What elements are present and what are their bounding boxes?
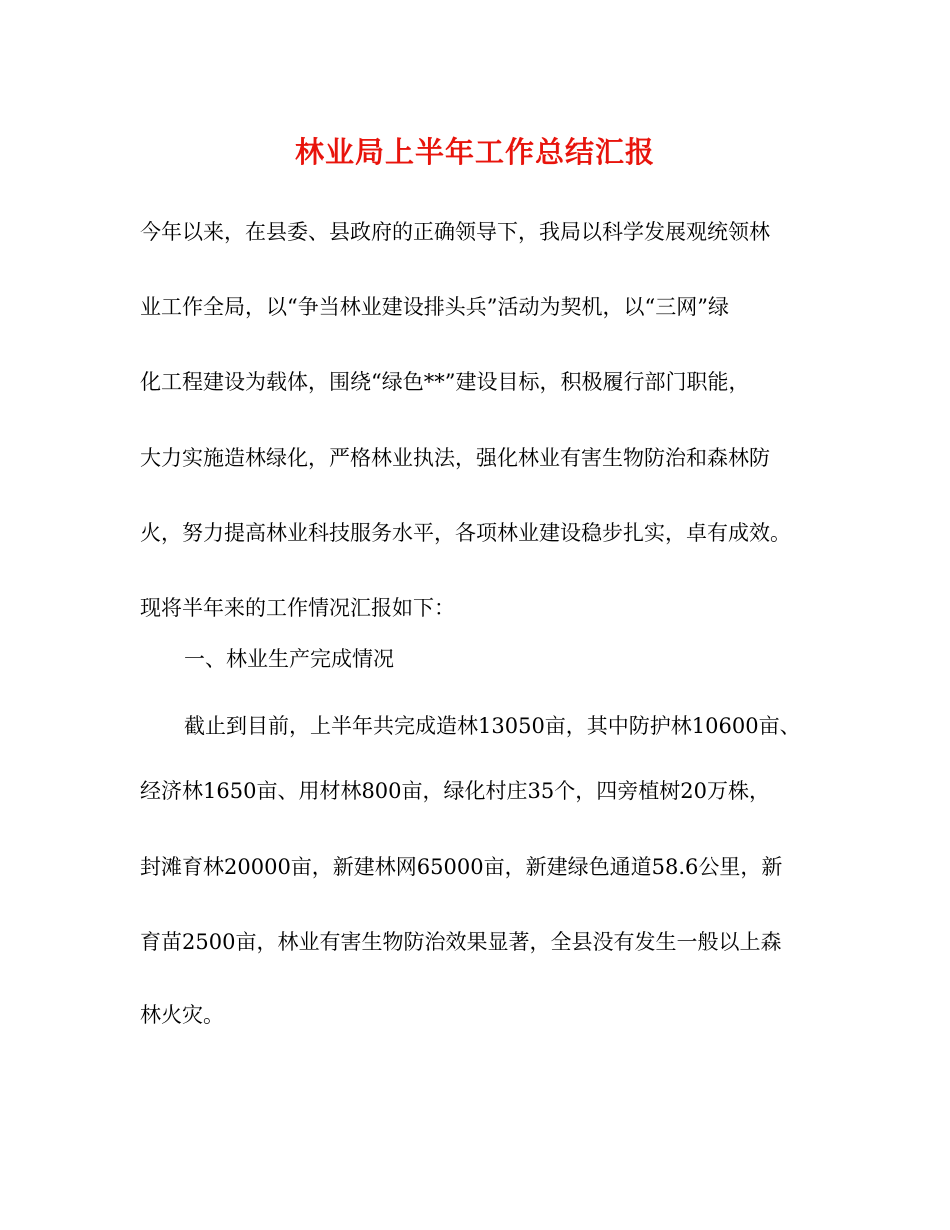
- section-line-3: 封滩育林20000亩，新建林网65000亩，新建绿色通道58.6公里，新: [140, 855, 783, 879]
- intro-line-2: 业工作全局，以“争当林业建设排头兵”活动为契机，以“三网”绿: [140, 295, 729, 319]
- section-line-2: 经济林1650亩、用材林800亩，绿化村庄35个，四旁植树20万株，: [140, 779, 770, 803]
- section-line-1: 截止到目前，上半年共完成造林13050亩，其中防护林10600亩、: [184, 714, 801, 738]
- intro-line-1: 今年以来，在县委、县政府的正确领导下，我局以科学发展观统领林: [140, 220, 770, 244]
- document-title: 林业局上半年工作总结汇报: [294, 135, 655, 169]
- intro-line-3: 化工程建设为载体，围绕“绿色**”建设目标，积极履行部门职能，: [140, 370, 750, 394]
- section-heading: 一、林业生产完成情况: [184, 647, 394, 671]
- intro-line-6: 现将半年来的工作情况汇报如下：: [140, 596, 455, 620]
- intro-line-5: 火，努力提高林业科技服务水平，各项林业建设稳步扎实，卓有成效。: [140, 521, 791, 545]
- section-line-5: 林火灾。: [140, 1003, 224, 1027]
- section-line-4: 育苗2500亩，林业有害生物防治效果显著，全县没有发生一般以上森: [140, 930, 782, 954]
- intro-line-4: 大力实施造林绿化，严格林业执法，强化林业有害生物防治和森林防: [140, 446, 770, 470]
